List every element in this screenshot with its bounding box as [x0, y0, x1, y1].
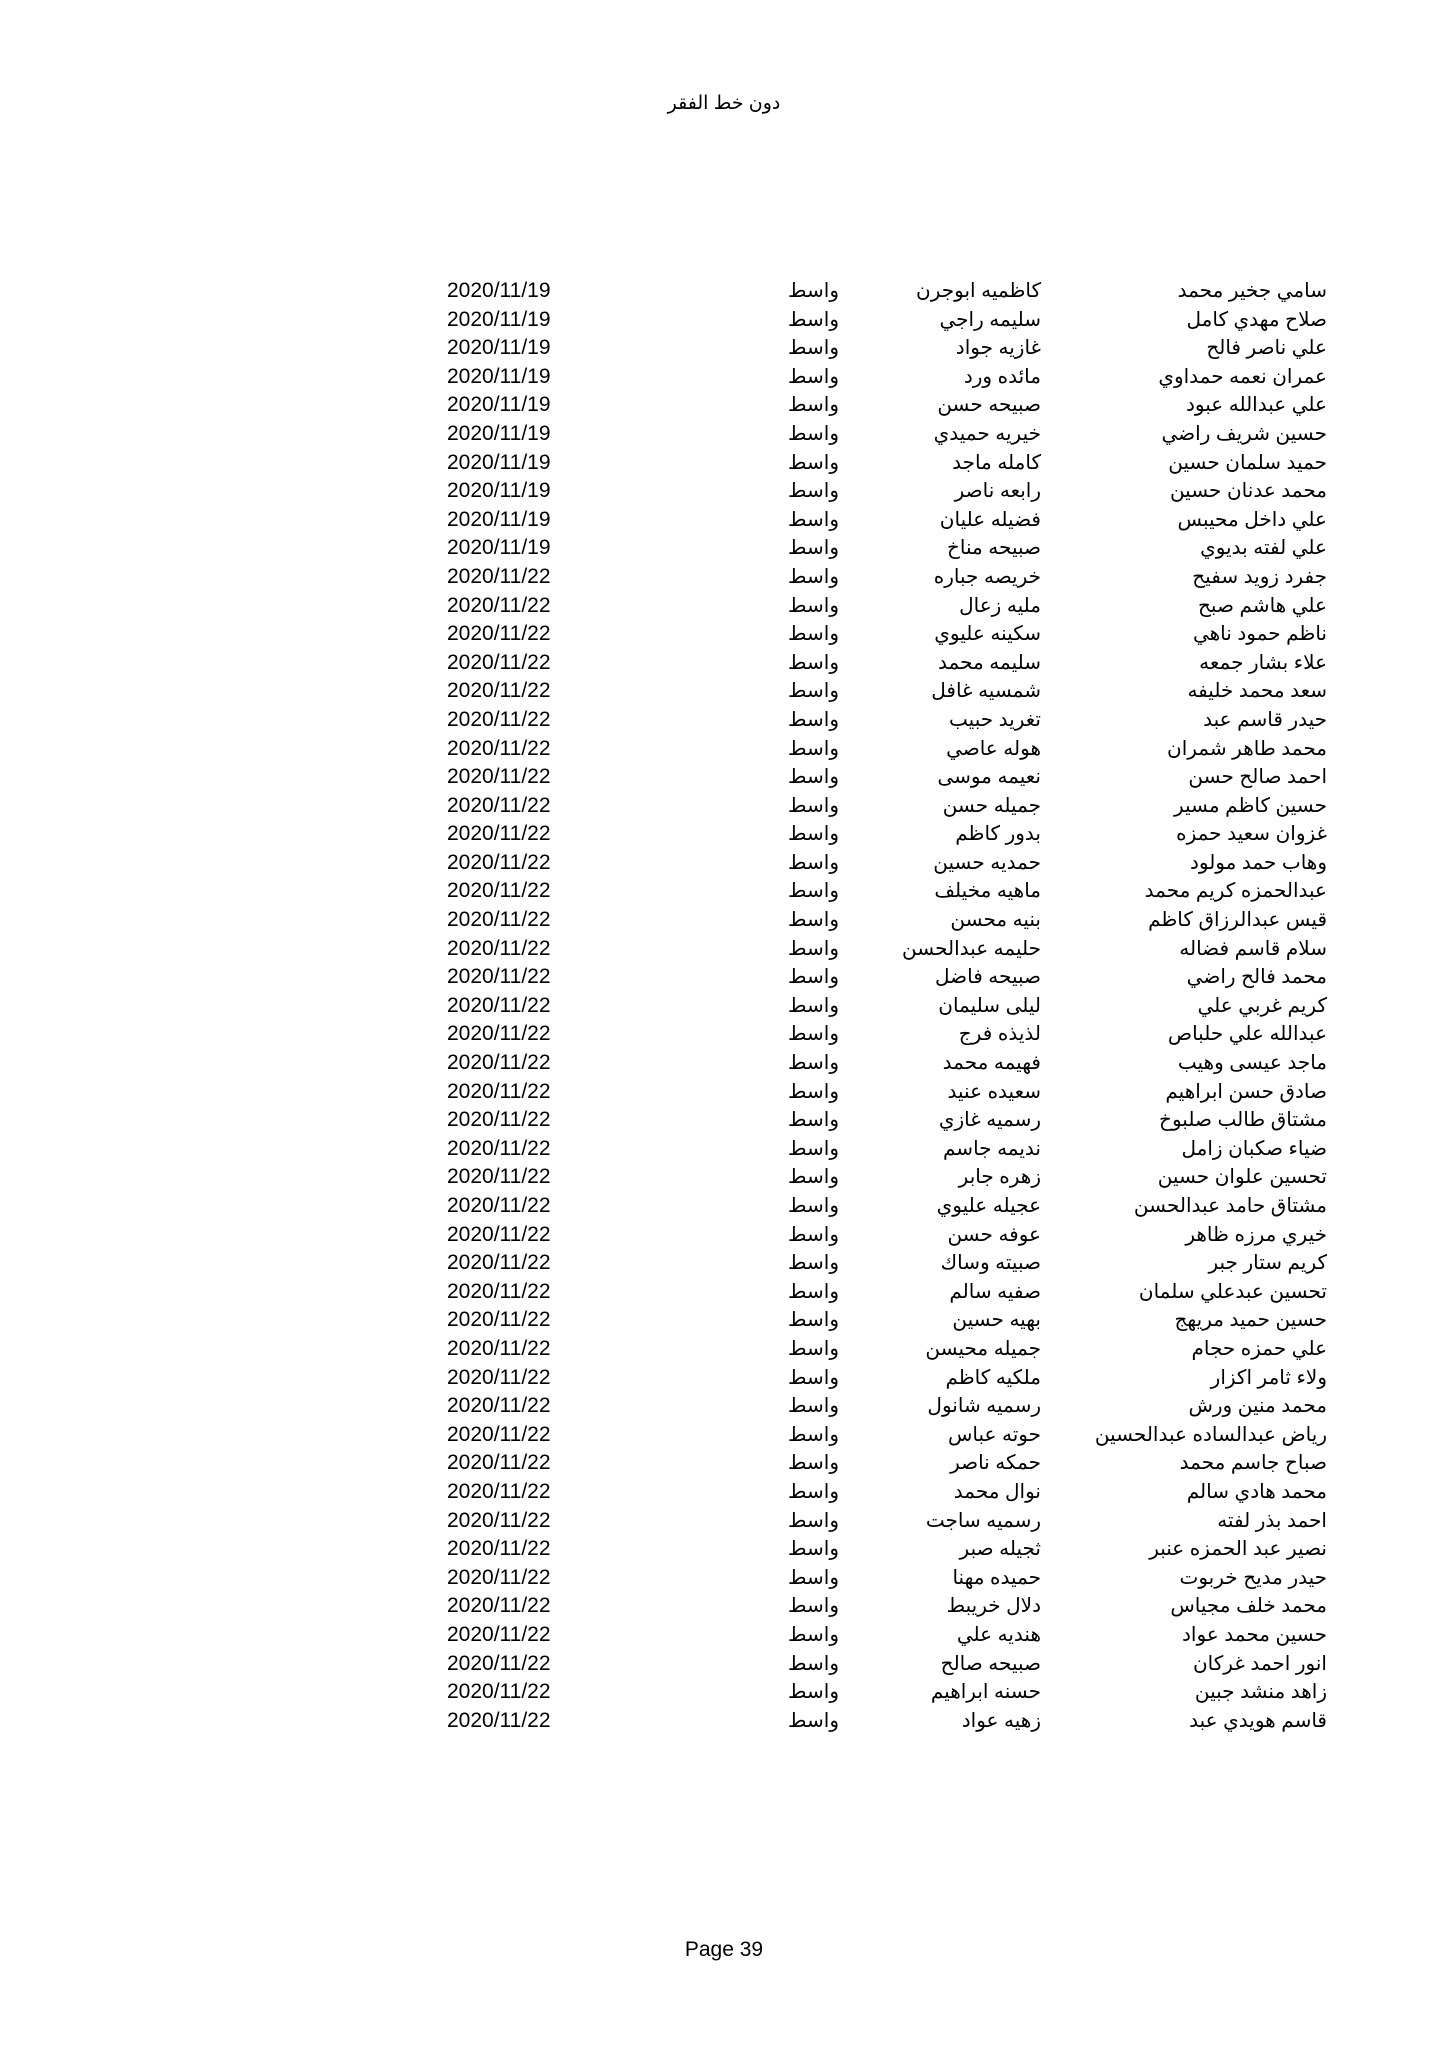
mother-name: رسميه غازي — [938, 1109, 1041, 1132]
province-name: واسط — [788, 1423, 839, 1446]
person-name: علي داخل محيبس — [1177, 508, 1327, 531]
person-name: مشتاق حامد عبدالحسن — [1133, 1195, 1327, 1217]
mother-name: مائده ورد — [963, 365, 1041, 388]
province-name: واسط — [788, 1366, 839, 1389]
record-date: 2020/11/19 — [447, 421, 551, 445]
person-name: ضياء صكبان زامل — [1181, 1137, 1327, 1160]
mother-name: غازيه جواد — [955, 337, 1041, 360]
table-row — [0, 1278, 1448, 1307]
table-row — [0, 391, 1448, 420]
person-name: حسين محمد عواد — [1182, 1623, 1327, 1646]
table-row — [0, 849, 1448, 878]
record-date: 2020/11/19 — [447, 536, 551, 560]
mother-name: بنيه محسن — [950, 909, 1041, 932]
mother-name: سليمه راجي — [939, 308, 1041, 331]
mother-name: هنديه علي — [956, 1623, 1041, 1646]
mother-name: نديمه جاسم — [943, 1137, 1041, 1160]
table-row — [0, 1106, 1448, 1135]
province-name: واسط — [788, 280, 839, 302]
province-name: واسط — [788, 1052, 839, 1075]
table-row — [0, 1392, 1448, 1421]
record-date: 2020/11/22 — [447, 1422, 551, 1446]
province-name: واسط — [788, 994, 839, 1017]
person-name: علي هاشم صبح — [1198, 594, 1327, 617]
province-name: واسط — [788, 737, 839, 760]
mother-name: تغريد حبيب — [949, 708, 1041, 731]
mother-name: زهيه عواد — [961, 1709, 1041, 1732]
record-date: 2020/11/22 — [447, 1451, 551, 1475]
province-name: واسط — [788, 1681, 839, 1704]
record-date: 2020/11/22 — [447, 1365, 551, 1389]
record-date: 2020/11/19 — [447, 307, 551, 331]
table-row — [0, 1221, 1448, 1250]
person-name: حميد سلمان حسين — [1168, 451, 1327, 474]
table-row — [0, 1507, 1448, 1536]
table-row — [0, 306, 1448, 335]
record-date: 2020/11/22 — [447, 1708, 551, 1732]
table-row — [0, 420, 1448, 449]
record-date: 2020/11/22 — [447, 936, 551, 960]
record-date: 2020/11/19 — [447, 507, 551, 531]
record-date: 2020/11/22 — [447, 1279, 551, 1303]
table-row — [0, 1192, 1448, 1221]
province-name: واسط — [788, 451, 839, 474]
record-date: 2020/11/22 — [447, 736, 551, 760]
mother-name: عجيله عليوي — [936, 1195, 1041, 1217]
record-date: 2020/11/22 — [447, 1336, 551, 1360]
table-row — [0, 1421, 1448, 1450]
mother-name: بهيه حسين — [952, 1309, 1041, 1332]
table-row — [0, 906, 1448, 935]
person-name: تحسين علوان حسين — [1157, 1166, 1327, 1189]
record-date: 2020/11/22 — [447, 593, 551, 617]
table-row — [0, 620, 1448, 649]
province-name: واسط — [788, 1395, 839, 1418]
table-row — [0, 1135, 1448, 1164]
person-name: سامي جخير محمد — [1177, 280, 1327, 302]
person-name: محمد طاهر شمران — [1167, 737, 1327, 760]
mother-name: ثجيله صبر — [959, 1538, 1041, 1561]
province-name: واسط — [788, 880, 839, 903]
table-row — [0, 1478, 1448, 1507]
record-date: 2020/11/19 — [447, 364, 551, 388]
province-name: واسط — [788, 794, 839, 817]
mother-name: فهيمه محمد — [942, 1052, 1041, 1075]
mother-name: صبيته وساك — [940, 1252, 1041, 1275]
mother-name: فضيله عليان — [939, 508, 1041, 531]
province-name: واسط — [788, 823, 839, 846]
mother-name: رابعه ناصر — [954, 480, 1041, 503]
record-date: 2020/11/22 — [447, 765, 551, 789]
table-row — [0, 592, 1448, 621]
person-name: غزوان سعيد حمزه — [1176, 823, 1327, 846]
mother-name: صبيحه حسن — [937, 394, 1041, 417]
person-name: عبدالحمزه كريم محمد — [1144, 880, 1327, 903]
province-name: واسط — [788, 594, 839, 617]
person-name: ولاء ثامر اكزار — [1210, 1366, 1327, 1389]
person-name: صلاح مهدي كامل — [1186, 308, 1327, 331]
mother-name: حمكه ناصر — [950, 1452, 1041, 1475]
person-name: زاهد منشد جبين — [1194, 1681, 1327, 1704]
mother-name: صفيه سالم — [949, 1280, 1041, 1303]
person-name: حيدر قاسم عبد — [1203, 708, 1327, 731]
person-name: جفرد زويد سفيح — [1192, 565, 1327, 588]
person-name: علي لفته بديوي — [1200, 537, 1327, 560]
mother-name: خيريه حميدي — [933, 422, 1041, 445]
table-row — [0, 1650, 1448, 1679]
province-name: واسط — [788, 1566, 839, 1589]
record-date: 2020/11/22 — [447, 1680, 551, 1704]
record-date: 2020/11/22 — [447, 850, 551, 874]
person-name: محمد هادي سالم — [1186, 1480, 1327, 1503]
table-row — [0, 677, 1448, 706]
record-date: 2020/11/22 — [447, 1651, 551, 1675]
person-name: احمد صالح حسن — [1188, 766, 1327, 789]
province-name: واسط — [788, 708, 839, 731]
mother-name: هوله عاصي — [946, 737, 1041, 760]
mother-name: نوال محمد — [953, 1480, 1041, 1503]
person-name: مشتاق طالب صلبوخ — [1159, 1109, 1327, 1132]
table-row — [0, 1306, 1448, 1335]
mother-name: نعيمه موسى — [937, 766, 1041, 789]
mother-name: كامله ماجد — [952, 451, 1041, 474]
table-row — [0, 277, 1448, 306]
record-date: 2020/11/22 — [447, 650, 551, 674]
mother-name: جميله حسن — [942, 794, 1041, 817]
mother-name: خريصه جباره — [933, 565, 1041, 588]
province-name: واسط — [788, 623, 839, 646]
province-name: واسط — [788, 1623, 839, 1646]
record-date: 2020/11/22 — [447, 793, 551, 817]
record-date: 2020/11/22 — [447, 965, 551, 989]
mother-name: صبيحه فاضل — [934, 966, 1041, 989]
mother-name: حسنه ابراهيم — [930, 1681, 1041, 1704]
province-name: واسط — [788, 537, 839, 560]
mother-name: صبيحه مناخ — [947, 537, 1041, 560]
record-date: 2020/11/22 — [447, 1222, 551, 1246]
province-name: واسط — [788, 422, 839, 445]
person-name: عمران نعمه حمداوي — [1158, 365, 1327, 388]
person-name: علي حمزه حجام — [1191, 1337, 1327, 1360]
records-list — [0, 277, 1448, 1735]
person-name: تحسين عبدعلي سلمان — [1138, 1280, 1327, 1303]
record-date: 2020/11/22 — [447, 1394, 551, 1418]
record-date: 2020/11/19 — [447, 479, 551, 503]
table-row — [0, 1535, 1448, 1564]
province-name: واسط — [788, 1137, 839, 1160]
table-row — [0, 334, 1448, 363]
province-name: واسط — [788, 766, 839, 789]
person-name: ناظم حمود ناهي — [1192, 623, 1327, 646]
person-name: حسين حميد مريهج — [1174, 1309, 1327, 1332]
mother-name: سعيده عنيد — [947, 1080, 1041, 1103]
record-date: 2020/11/22 — [447, 1108, 551, 1132]
record-date: 2020/11/22 — [447, 1079, 551, 1103]
record-date: 2020/11/19 — [447, 393, 551, 417]
province-name: واسط — [788, 365, 839, 388]
mother-name: ماهيه مخيلف — [934, 880, 1041, 903]
person-name: محمد خلف مجياس — [1170, 1595, 1327, 1618]
record-date: 2020/11/22 — [447, 1537, 551, 1561]
table-row — [0, 363, 1448, 392]
page-header: دون خط الفقر — [667, 93, 781, 114]
mother-name: مليه زعال — [959, 594, 1041, 617]
record-date: 2020/11/22 — [447, 1194, 551, 1217]
record-date: 2020/11/22 — [447, 1508, 551, 1532]
person-name: سلام قاسم فضاله — [1179, 937, 1327, 960]
province-name: واسط — [788, 1023, 839, 1046]
province-name: واسط — [788, 1252, 839, 1275]
record-date: 2020/11/22 — [447, 908, 551, 932]
mother-name: حليمه عبدالحسن — [902, 937, 1041, 960]
mother-name: ملكيه كاظم — [945, 1366, 1041, 1389]
province-name: واسط — [788, 480, 839, 503]
province-name: واسط — [788, 1652, 839, 1675]
table-row — [0, 1163, 1448, 1192]
person-name: نصير عبد الحمزه عنبر — [1149, 1538, 1327, 1561]
province-name: واسط — [788, 508, 839, 531]
province-name: واسط — [788, 565, 839, 588]
table-row — [0, 1678, 1448, 1707]
record-date: 2020/11/22 — [447, 622, 551, 646]
province-name: واسط — [788, 1280, 839, 1303]
province-name: واسط — [788, 937, 839, 960]
table-row — [0, 992, 1448, 1021]
province-name: واسط — [788, 909, 839, 932]
table-row — [0, 877, 1448, 906]
record-date: 2020/11/22 — [447, 993, 551, 1017]
table-row — [0, 1335, 1448, 1364]
record-date: 2020/11/22 — [447, 1022, 551, 1046]
person-name: قيس عبدالرزاق كاظم — [1148, 909, 1327, 932]
record-date: 2020/11/22 — [447, 879, 551, 903]
mother-name: دلال خريبط — [946, 1595, 1041, 1618]
person-name: علاء بشار جمعه — [1199, 651, 1327, 674]
record-date: 2020/11/22 — [447, 707, 551, 731]
record-date: 2020/11/22 — [447, 679, 551, 703]
record-date: 2020/11/22 — [447, 1594, 551, 1618]
table-row — [0, 563, 1448, 592]
mother-name: حوته عباس — [947, 1423, 1041, 1446]
mother-name: زهره جابر — [958, 1166, 1041, 1189]
province-name: واسط — [788, 308, 839, 331]
province-name: واسط — [788, 1195, 839, 1217]
record-date: 2020/11/22 — [447, 1565, 551, 1589]
table-row — [0, 1707, 1448, 1736]
table-row — [0, 820, 1448, 849]
table-row — [0, 1249, 1448, 1278]
mother-name: لذيذه فرج — [958, 1023, 1041, 1046]
province-name: واسط — [788, 1080, 839, 1103]
province-name: واسط — [788, 1223, 839, 1246]
mother-name: رسميه ساجت — [925, 1509, 1041, 1532]
person-name: محمد فالح راضي — [1186, 966, 1327, 989]
table-row — [0, 1449, 1448, 1478]
table-row — [0, 1621, 1448, 1650]
mother-name: ليلى سليمان — [938, 994, 1041, 1017]
table-row — [0, 1049, 1448, 1078]
mother-name: سكينه عليوي — [934, 623, 1041, 646]
province-name: واسط — [788, 1337, 839, 1360]
record-date: 2020/11/22 — [447, 1165, 551, 1189]
table-row — [0, 1592, 1448, 1621]
record-date: 2020/11/22 — [447, 822, 551, 846]
mother-name: حمديه حسين — [933, 851, 1041, 874]
province-name: واسط — [788, 1309, 839, 1332]
person-name: صادق حسن ابراهيم — [1165, 1080, 1327, 1103]
person-name: علي ناصر فالح — [1206, 337, 1327, 360]
table-row — [0, 792, 1448, 821]
table-row — [0, 706, 1448, 735]
table-row — [0, 935, 1448, 964]
record-date: 2020/11/22 — [447, 564, 551, 588]
mother-name: بدور كاظم — [955, 823, 1041, 846]
province-name: واسط — [788, 851, 839, 874]
table-row — [0, 1564, 1448, 1593]
record-date: 2020/11/22 — [447, 1622, 551, 1646]
table-row — [0, 963, 1448, 992]
table-row — [0, 449, 1448, 478]
table-row — [0, 649, 1448, 678]
table-row — [0, 763, 1448, 792]
province-name: واسط — [788, 1595, 839, 1618]
person-name: عبدالله علي حلباص — [1167, 1023, 1327, 1046]
table-row — [0, 477, 1448, 506]
person-name: انور احمد غركان — [1192, 1652, 1327, 1675]
record-date: 2020/11/22 — [447, 1251, 551, 1275]
province-name: واسط — [788, 1709, 839, 1732]
table-row — [0, 1364, 1448, 1393]
mother-name: حميده مهنا — [952, 1566, 1041, 1589]
province-name: واسط — [788, 337, 839, 360]
mother-name: صبيحه صالح — [940, 1652, 1041, 1675]
mother-name: سليمه محمد — [938, 651, 1041, 674]
person-name: صباح جاسم محمد — [1179, 1452, 1327, 1475]
province-name: واسط — [788, 1509, 839, 1532]
record-date: 2020/11/22 — [447, 1051, 551, 1075]
record-date: 2020/11/19 — [447, 279, 551, 302]
table-row — [0, 534, 1448, 563]
record-date: 2020/11/22 — [447, 1479, 551, 1503]
table-row — [0, 735, 1448, 764]
province-name: واسط — [788, 1480, 839, 1503]
table-row — [0, 506, 1448, 535]
person-name: محمد عدنان حسين — [1169, 480, 1327, 503]
person-name: ماجد عيسى وهيب — [1177, 1052, 1327, 1075]
person-name: كريم ستار جبر — [1208, 1252, 1327, 1275]
record-date: 2020/11/19 — [447, 450, 551, 474]
person-name: حسين شريف راضي — [1161, 422, 1327, 445]
mother-name: جميله محيسن — [925, 1337, 1041, 1360]
person-name: كريم غربي علي — [1197, 994, 1327, 1017]
page-number: Page 39 — [684, 1938, 764, 1961]
person-name: قاسم هويدي عبد — [1189, 1709, 1327, 1732]
mother-name: كاظميه ابوجرن — [916, 280, 1041, 302]
person-name: احمد بذر لفته — [1217, 1509, 1327, 1532]
mother-name: عوفه حسن — [947, 1223, 1041, 1246]
province-name: واسط — [788, 966, 839, 989]
person-name: وهاب حمد مولود — [1189, 851, 1327, 874]
person-name: رياض عبدالساده عبدالحسين — [1094, 1423, 1327, 1446]
person-name: محمد منين ورش — [1188, 1395, 1327, 1418]
province-name: واسط — [788, 1538, 839, 1561]
province-name: واسط — [788, 394, 839, 417]
person-name: علي عبدالله عبود — [1185, 394, 1327, 417]
province-name: واسط — [788, 1452, 839, 1475]
province-name: واسط — [788, 651, 839, 674]
province-name: واسط — [788, 680, 839, 703]
record-date: 2020/11/22 — [447, 1136, 551, 1160]
person-name: حسين كاظم مسير — [1173, 794, 1327, 817]
province-name: واسط — [788, 1166, 839, 1189]
record-date: 2020/11/19 — [447, 336, 551, 360]
person-name: سعد محمد خليفه — [1187, 680, 1327, 703]
record-date: 2020/11/22 — [447, 1308, 551, 1332]
person-name: خيري مرزه ظاهر — [1185, 1223, 1327, 1246]
province-name: واسط — [788, 1109, 839, 1132]
mother-name: رسميه شانول — [927, 1395, 1041, 1418]
person-name: حيدر مديح خربوت — [1179, 1566, 1327, 1589]
mother-name: شمسيه غافل — [931, 680, 1041, 703]
table-row — [0, 1020, 1448, 1049]
table-row — [0, 1078, 1448, 1107]
